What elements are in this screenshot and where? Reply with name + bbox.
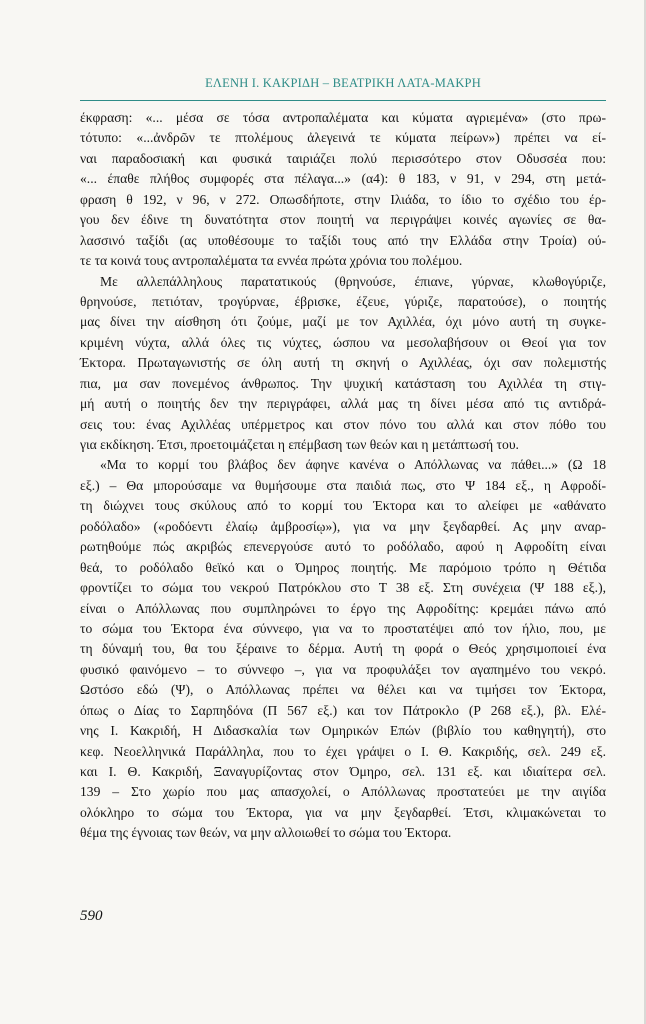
text-line: όπως ο Δίας το Σαρπηδόνα (Π 567 εξ.) και τον Πάτροκλο (Ρ 268 εξ.), βλ. Ελέ- xyxy=(80,702,606,718)
text-line: έκφραση: «... μέσα σε τόσα αντροπαλέματα και κύματα αγριεμένα» (στο πρω- xyxy=(80,110,606,125)
text-line: εξ.) – Θα μπορούσαμε να θυμήσουμε στα παιδιά πως, στο Ψ 184 εξ., η Αφροδί- xyxy=(80,477,606,493)
text-line: τε τα κοινά τους αντροπαλέματα τα εννέα πρώτα χρόνια του πολέμου. xyxy=(80,253,463,269)
text-line: ρωτηθούμε πώς ακριβώς επενεργούσε αυτό το ροδόλαδο, αφού η Αφροδίτη είναι xyxy=(80,539,606,555)
text-line: το σώμα του Έκτορα ένα σύννεφο, για να το προστατέψει από τον ήλιο, που, με xyxy=(80,620,606,636)
text-line: είναι ο Απόλλωνας που συμπληρώνει το έργο της Αφροδίτης: κρεμάει πάνω από xyxy=(80,600,606,616)
text-line: «... έπαθε πλήθος συμφορές στα πέλαγα...» (α4): θ 183, ν 91, ν 294, στη μετά- xyxy=(80,171,606,187)
text-line: για εκδίκηση. Έτσι, προετοιμάζεται η επέμβαση των θεών και η μετάπτωσή του. xyxy=(80,437,519,452)
text-line: ροδόλαδο» («ροδόεντι ἐλαίῳ ἀμβροσίῳ»), για να μην ξεγδαρθεί. Ας μην αναρ- xyxy=(80,518,606,534)
body-text xyxy=(80,108,606,844)
text-line: θεά, το ροδόλαδο θεϊκό και ο Όμηρος ποιητής. Με παρόμοιο τρόπο η Θέτιδα xyxy=(80,559,606,575)
header-rule xyxy=(80,100,606,101)
text-line: «Μα το κορμί του βλάβος δεν άφηνε κανένα ο Απόλλωνας να πάθει...» (Ω 18 xyxy=(100,457,606,473)
text-line: και Ι. Θ. Κακριδή, Ξαναγυρίζοντας στον Όμηρο, σελ. 131 εξ. και ιδιαίτερα σελ. xyxy=(80,764,606,779)
text-line: 139 – Στο χωρίο που μας απασχολεί, ο Απόλλωνας προστατεύει με την αιγίδα xyxy=(80,784,606,800)
text-line: Έκτορα. Πρωταγωνιστής σε όλη αυτή τη σκηνή ο Αχιλλέας, όχι σαν πολεμιστής xyxy=(80,355,606,371)
text-line: πια, μα σαν πονεμένος άνθρωπος. Την ψυχική κατάσταση του Αχιλλέα τη στιγ- xyxy=(80,375,606,391)
text-line: τότυπο: «...ἀνδρῶν τε πτολέμους ἀλεγεινά τε κύματα πείρων») πρέπει να εί- xyxy=(80,130,606,146)
text-line: Με αλλεπάλληλους παρατατικούς (θρηνούσε, έπιανε, γύρναε, κλωθογύριζε, xyxy=(100,273,606,289)
text-line: ολόκληρο το σώμα του Έκτορα, για να μην ξεγδαρθεί. Έτσι, κλιμακώνεται το xyxy=(80,804,606,820)
text-line: γου δεν έδινε τη δυνατότητα στον ποιητή να περιγράψει κοινές αγωνίες σε θα- xyxy=(80,212,606,228)
text-line: τη διώχνει τους σκύλους από το κορμί του Έκτορα και το αλείφει με «αθάνατο xyxy=(80,498,606,514)
text-line: μή αυτή ο ποιητής δεν την περιγράφει, αλλά μας τη δίνει μέσα από τις αντιδρά- xyxy=(80,396,606,412)
text-line: θέμα της έγνοιας των θεών, να μην αλλοιωθεί το σώμα του Έκτορα. xyxy=(80,825,452,841)
text-line: φροντίζει το σώμα του νεκρού Πατρόκλου στο Τ 38 εξ. Στη συνέχεια (Ψ 188 εξ.), xyxy=(80,580,606,596)
text-line: θρηνούσε, πετιόταν, τρογύρναε, έβρισκε, έζευε, γύριζε, παρατούσε), ο ποιητής xyxy=(80,293,606,309)
running-header: ΕΛΕΝΗ Ι. ΚΑΚΡΙΔΗ – ΒΕΑΤΡΙΚΗ ΛΑΤΑ-ΜΑΚΡΗ xyxy=(205,76,481,90)
text-line: φραση θ 192, ν 96, ν 272. Οπωσδήποτε, στην Ιλιάδα, το ίδιο το σχέδιο του έρ- xyxy=(80,191,606,207)
page-number: 590 xyxy=(80,908,103,924)
text-line: Ωστόσο εδώ (Ψ), ο Απόλλωνας πρέπει να θέλει και να τιμήσει τον Έκτορα, xyxy=(80,682,606,698)
text-line: σεις του: ένας Αχιλλέας υπέρμετρος και στον πόνο του αλλά και στον πόθο του xyxy=(80,416,606,432)
text-line: κεφ. Νεοελληνικά Παράλληλα, που το έχει γράψει ο Ι. Θ. Κακριδής, σελ. 249 εξ. xyxy=(80,743,606,759)
text-line: νης Ι. Κακριδή, Η Διδασκαλία των Ομηρικών Επών (βιβλίο του καθηγητή), στο xyxy=(80,723,606,739)
text-line: φυσικό φαινόμενο – το σύννεφο –, για να προφυλάξει τον αγαπημένο του νεκρό. xyxy=(80,661,606,677)
text-line: ναι παραδοσιακή και φυσικά ταιριάζει πολύ περισσότερο στον Οδυσσέα που: xyxy=(80,150,606,166)
text-line: τη δύναμή του, θα του ξέραινε το δέρμα. Αυτή τη φορά ο Θεός χρησιμοποιεί ένα xyxy=(80,641,606,657)
text-line: κριμένη νύχτα, αλλά όλες τις νύχτες, ώσπου να μεσολαβήσουν οι Θεοί για τον xyxy=(80,334,606,350)
text-line: μας δίνει την αίσθηση ότι ζούμε, μαζί με τον Αχιλλέα, όχι μόνο αυτή τη συγκε- xyxy=(80,314,606,330)
text-line: λασσινό ταξίδι (ας υποθέσουμε το ταξίδι τους από την Ελλάδα στην Τροία) ού- xyxy=(80,232,606,248)
